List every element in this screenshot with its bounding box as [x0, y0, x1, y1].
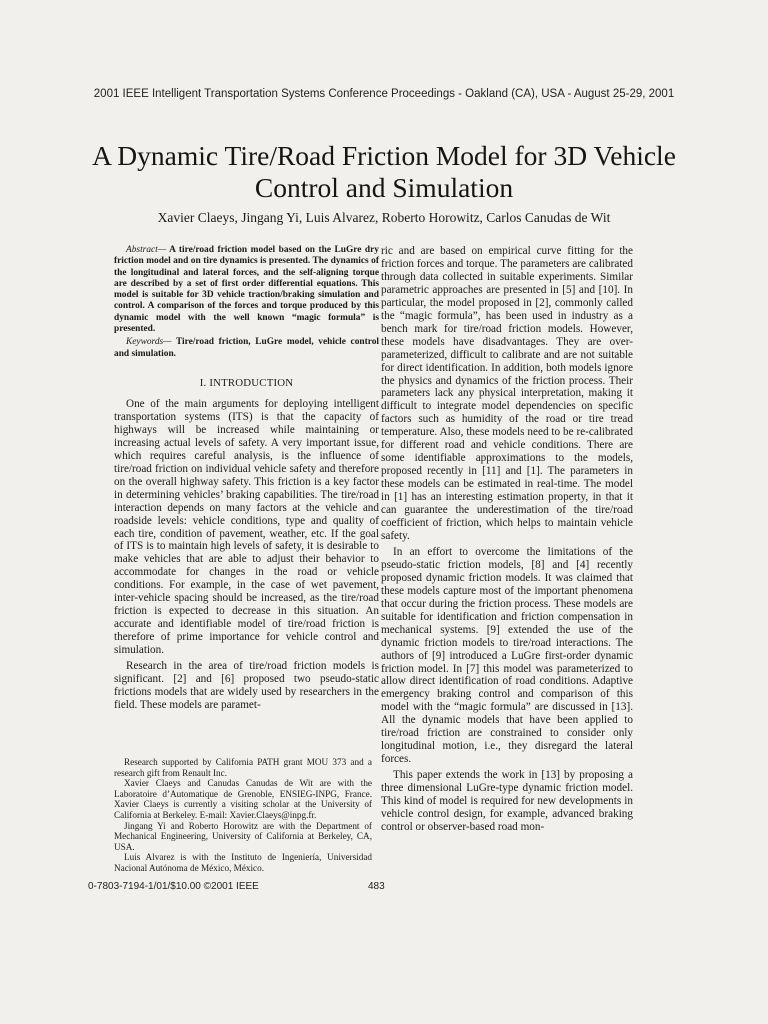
footnotes: [114, 757, 372, 874]
footnote: Luis Alvarez is with the Instituto de Ingeniería, Universidad Nacional Autónoma de México, México.: [114, 852, 372, 873]
abstract-lead: Abstract—: [126, 245, 167, 255]
body-paragraph: ric and are based on empirical curve fitting for the friction forces and torque. The parameters are calibrated through data collected in suitable experiments. Similar parametric approaches are presented in [5] and [10]. In particular, the model proposed in [2], commonly called the “magic formula”, has been used in industry as a bench mark for tire/road friction models. However, these models have disadvantages. They are over-parameterized, difficult to calibrate and are not suitable for direct identification. In addition, both models ignore the physics and dynamics of the friction process. Their parameters lack any physical interpretation, making it difficult to integrate model dependencies on specific factors such as humidity of the road or tire tread temperature. Also, these models need to be re-calibrated for different road and vehicle conditions. There are some identifiable approximations to the models, proposed recently in [11] and [1]. The parameters in these models can be estimated in real-time. The model in [1] has an interesting estimation property, in that it can guarantee the underestimation of the tire/road coefficient of friction, which helps to maintain vehicle safety.: [381, 245, 633, 542]
body-paragraph: Research in the area of tire/road friction models is significant. [2] and [6] proposed two pseudo-static frictions models that are widely used by researchers in the field. These models are paramet-: [114, 660, 379, 711]
footnote: Jingang Yi and Roberto Horowitz are with the Department of Mechanical Engineering, University of California at Berkeley, CA, USA.: [114, 820, 372, 852]
section-heading-introduction: I. INTRODUCTION: [199, 376, 294, 389]
footnote: Research supported by California PATH grant MOU 373 and a research gift from Renault Inc.: [114, 757, 372, 778]
body-paragraph: This paper extends the work in [13] by proposing a three dimensional LuGre-type dynamic friction model. This kind of model is required for new developments in vehicle control design, for example, advanced braking control or observer-based road mon-: [381, 769, 633, 833]
conference-header: 2001 IEEE Intelligent Transportation Systems Conference Proceedings - Oakland (CA), USA - August 25-29, 2001: [93, 88, 675, 100]
keywords-text: Tire/road friction, LuGre model, vehicle control and simulation.: [114, 337, 379, 359]
author-list: Xavier Claeys, Jingang Yi, Luis Alvarez, Roberto Horowitz, Carlos Canudas de Wit: [157, 210, 611, 225]
page-number: 483: [368, 881, 385, 892]
abstract: [114, 245, 379, 335]
paper-title: A Dynamic Tire/Road Friction Model for 3D Vehicle Control and Simulation: [92, 140, 676, 203]
left-column: [114, 245, 379, 712]
body-paragraph: In an effort to overcome the limitations of the pseudo-static friction models, [8] and [4] recently proposed dynamic friction models. It was claimed that these models capture most of the important phenomena that occur during the friction process. These models are suitable for identification and friction compensation in mechanical systems. [9] extended the use of the dynamic friction models to tire/road interactions. The authors of [9] introduced a LuGre first-order dynamic friction model. In [7] this model was parameterized to allow direct identification of road conditions. Adaptive emergency braking control and comparison of this model with the “magic formula” are discussed in [13]. All the dynamic models that have been applied to tire/road friction are constrained to consider only longitudinal motion, i.e., they disregard the lateral forces.: [381, 545, 633, 766]
keywords-lead: Keywords—: [126, 337, 172, 348]
copyright-line: 0-7803-7194-1/01/$10.00 ©2001 IEEE: [88, 881, 259, 892]
footnote: Xavier Claeys and Canudas Canudas de Wit are with the Laboratoire d’Automatique de Grenoble, ENSIEG-INPG, France. Xavier Claeys is currently a visiting scholar at the University of California at Berkeley. E-mail: Xavier.Claeys@inpg.fr.: [114, 778, 372, 820]
abstract-text: A tire/road friction model based on the LuGre dry friction model and on tire dynamics is presented. The dynamics of the longitudinal and lateral forces, and the self-aligning torque are described by a set of first order differential equations. This model is suitable for 3D vehicle traction/braking simulation and control. A comparison of the forces and torque produced by this dynamic model with the well known “magic formula” is presented.: [114, 245, 379, 335]
keywords: [114, 337, 379, 360]
right-column: [381, 245, 633, 834]
body-paragraph: One of the main arguments for deploying intelligent transportation systems (ITS) is that the capacity of highways will be increased while maintaining or increasing actual levels of safety. A very important issue, which requires careful analysis, is the influence of tire/road friction on individual vehicle safety and therefore on the overall highway safety. This friction is a key factor in determining vehicles’ braking capabilities. The tire/road interaction depends on many factors at the vehicle and roadside levels: vehicle conditions, type and quality of each tire, condition of pavement, weather, etc. If the goal of ITS is to maintain high levels of safety, it is desirable to make vehicles that are able to adjust their behavior to accommodate for changes in the road or vehicle conditions. For example, in the case of wet pavement, inter-vehicle spacing should be increased, as the tire/road friction is expected to decrease in this situation. An accurate and identifiable model of tire/road friction is therefore of prime importance for vehicle control and simulation.: [114, 397, 379, 657]
